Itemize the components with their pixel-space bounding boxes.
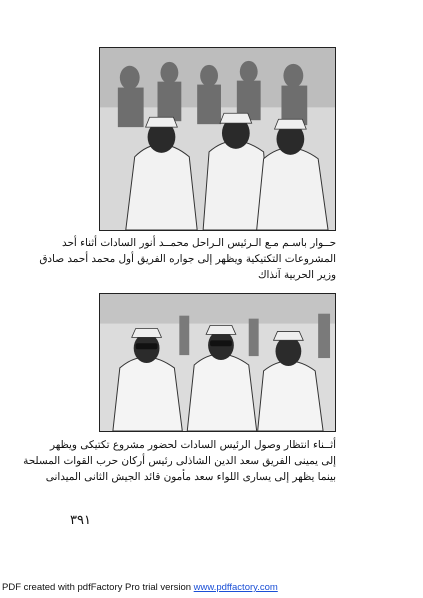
photo-2-illustration (100, 294, 335, 431)
caption-line: حــوار باسـم مـع الـرئيس الـراحل محمــد أنور السادات أثناء أحد (62, 237, 336, 249)
pdf-footer (2, 582, 278, 593)
photo-waiting-sadat (99, 293, 336, 432)
caption-line: إلى يمينى الفريق سعد الدين الشاذلى رئيس أركان حرب القوات المسلحة (23, 455, 336, 467)
caption-line: أثــناء انتظار وصول الرئيس السادات لحضور مشروع تكتيكى ويظهر (49, 439, 336, 451)
page-number: ٣٩١ (70, 513, 91, 528)
photo-1-illustration (100, 48, 335, 230)
caption-line: المشروعات التكتيكية ويظهر إلى جواره الفريق أول محمد أحمد صادق (39, 253, 336, 265)
footer-link[interactable]: www.pdffactory.com (193, 582, 278, 593)
caption-second-photo (23, 437, 336, 485)
caption-line: وزير الحربية آنذاك (257, 269, 336, 281)
caption-first-photo (39, 235, 336, 283)
caption-line: بينما يظهر إلى يسارى اللواء سعد مأمون قائد الجيش الثانى الميدانى (45, 471, 336, 483)
footer-text: PDF created with pdfFactory Pro trial version (2, 582, 194, 593)
photo-sadat-conversation (99, 47, 336, 231)
